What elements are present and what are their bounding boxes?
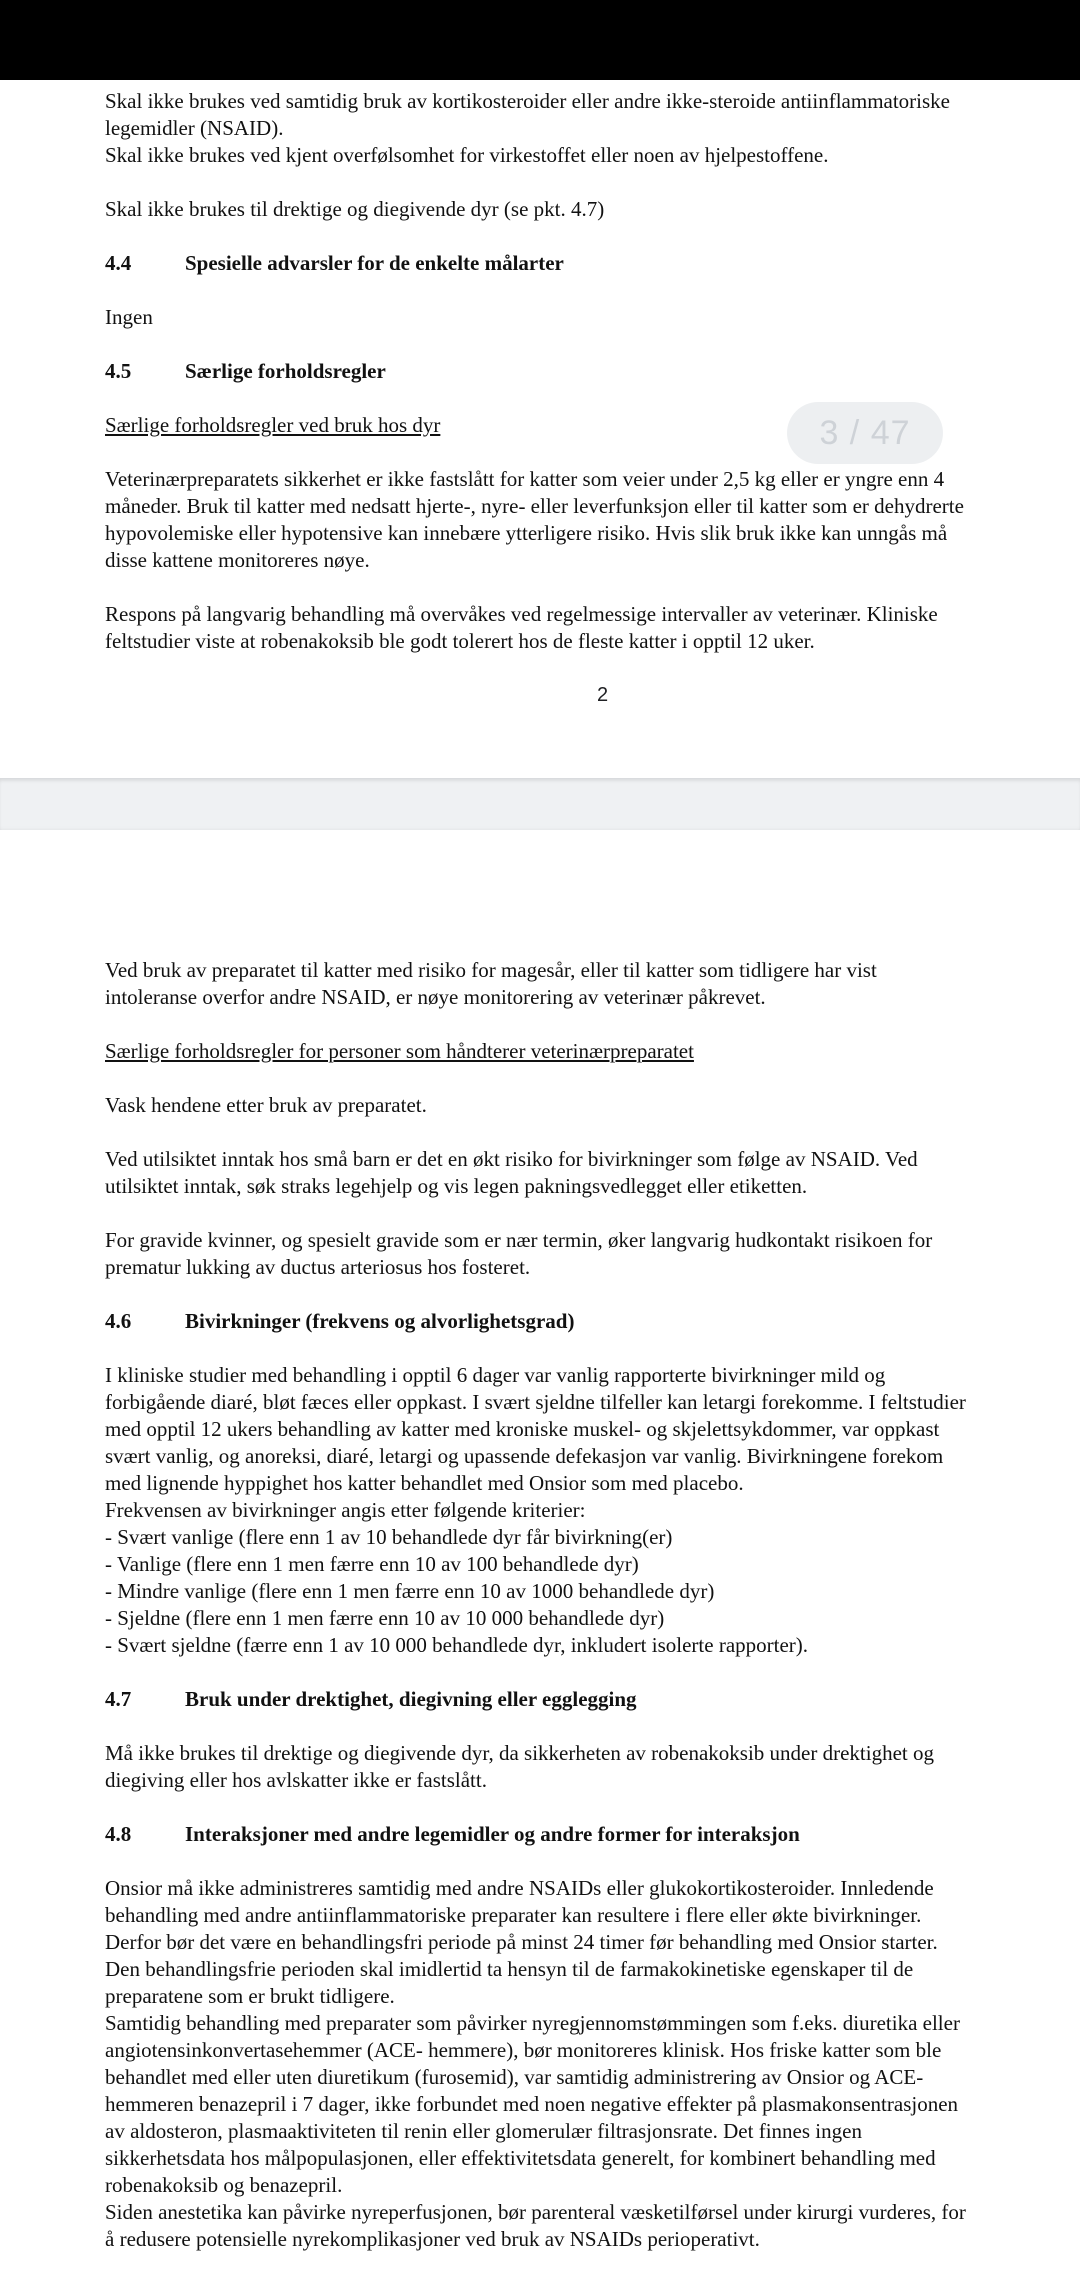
page-number-footer: 2 xyxy=(596,684,609,706)
text-line: hypovolemiske eller hypotensive kan innebære ytterligere risiko. Hvis slik bruk ikke kan unngås må xyxy=(105,521,948,545)
text-line: behandlet med eller uten diuretikum (furosemid), var samtidig administrering av Onsior og ACE- xyxy=(105,2065,924,2089)
text-line: legemidler (NSAID). xyxy=(105,116,284,140)
text-line: diegiving eller hos avlskatter ikke er fastslått. xyxy=(105,1768,487,1792)
section-title: Spesielle advarsler for de enkelte målarter xyxy=(185,251,564,275)
text-line: med opptil 12 ukers behandling av katter med kroniske muskel- og skjelettsykdommer, var oppkast xyxy=(105,1417,940,1441)
text-line: Ved utilsiktet inntak hos små barn er det en økt risiko for bivirkninger som følge av NSAID. Ved xyxy=(105,1147,918,1171)
text-line: Onsior må ikke administreres samtidig med andre NSAIDs eller glukokortikosteroider. Innledende xyxy=(105,1876,934,1900)
section-title: Interaksjoner med andre legemidler og andre former for interaksjon xyxy=(185,1822,800,1846)
paragraph xyxy=(105,1740,1080,1794)
text-line: For gravide kvinner, og spesielt gravide som er nær termin, øker langvarig hudkontakt risikoen for xyxy=(105,1228,933,1252)
text-line: måneder. Bruk til katter med nedsatt hjerte-, nyre- eller leverfunksjon eller til katter som er dehydrerte xyxy=(105,494,964,518)
section-number: 4.5 xyxy=(105,359,132,383)
text-line: hemmeren benazepril i 7 dager, ikke forbundet med noen negative effekter på plasmakonsentrasjonen xyxy=(105,2092,959,2116)
section-number: 4.8 xyxy=(105,1822,132,1846)
text-line: robenakoksib og benazepril. xyxy=(105,2173,343,2197)
text-line: å redusere potensielle nyrekomplikasjoner ved bruk av NSAIDs perioperativt. xyxy=(105,2227,760,2251)
section-heading xyxy=(105,1821,1080,1848)
pdf-page-2 xyxy=(0,830,1080,2251)
text-line: behandling med andre antiinflammatoriske preparater kan resultere i flere eller økte bivirkninger. xyxy=(105,1903,922,1927)
text-line: Særlige forholdsregler ved bruk hos dyr xyxy=(105,413,441,437)
text-line: forbigående diaré, bløt fæces eller oppkast. I svært sjeldne tilfeller kan letargi forekomme. I feltstudier xyxy=(105,1390,966,1414)
text-line: feltstudier viste at robenakoksib ble godt tolerert hos de fleste katter i opptil 12 uker. xyxy=(105,629,815,653)
text-line: Derfor bør det være en behandlingsfri periode på minst 24 timer før behandling med Onsior starter. xyxy=(105,1930,938,1954)
text-line: Respons på langvarig behandling må overvåkes ved regelmessige intervaller av veterinær. Kliniske xyxy=(105,602,938,626)
text-line: - Mindre vanlige (flere enn 1 men færre enn 10 av 1000 behandlede dyr) xyxy=(105,1579,715,1603)
text-line: Ingen xyxy=(105,305,153,329)
paragraph xyxy=(105,88,1080,169)
text-line: Siden anestetika kan påvirke nyreperfusjonen, bør parenteral væsketilførsel under kirurgi vurderes, for xyxy=(105,2200,966,2224)
paragraph xyxy=(105,957,1080,1011)
text-line: Vask hendene etter bruk av preparatet. xyxy=(105,1093,427,1117)
text-line: Den behandlingsfrie perioden skal imidlertid ta hensyn til de farmakokinetiske egenskaper til de xyxy=(105,1957,914,1981)
paragraph xyxy=(105,304,1080,331)
section-number: 4.4 xyxy=(105,251,132,275)
paragraph xyxy=(105,1092,1080,1119)
text-line: Frekvensen av bivirkninger angis etter følgende kriterier: xyxy=(105,1498,586,1522)
section-heading xyxy=(105,358,1080,385)
text-line: svært vanlig, og anoreksi, diaré, letargi og upassende defekasjon var vanlig. Bivirkningene forekom xyxy=(105,1444,944,1468)
text-line: Må ikke brukes til drektige og diegivende dyr, da sikkerheten av robenakoksib under drektighet og xyxy=(105,1741,935,1765)
text-line: - Svært vanlige (flere enn 1 av 10 behandlede dyr får bivirkning(er) xyxy=(105,1525,673,1549)
text-line: Veterinærpreparatets sikkerhet er ikke fastslått for katter som veier under 2,5 kg eller er yngre enn 4 xyxy=(105,467,945,491)
section-heading xyxy=(105,1686,1080,1713)
page-gap xyxy=(0,778,1080,832)
section-title: Bivirkninger (frekvens og alvorlighetsgrad) xyxy=(185,1309,575,1333)
text-line: Ved bruk av preparatet til katter med risiko for magesår, eller til katter som tidligere har vist xyxy=(105,958,877,982)
text-line: Skal ikke brukes ved kjent overfølsomhet for virkestoffet eller noen av hjelpestoffene. xyxy=(105,143,829,167)
text-line: Samtidig behandling med preparater som påvirker nyregjennomstømmingen som f.eks. diuretika eller xyxy=(105,2011,960,2035)
text-line: - Svært sjeldne (færre enn 1 av 10 000 behandlede dyr, inkludert isolerte rapporter). xyxy=(105,1633,809,1657)
text-line: utilsiktet inntak, søk straks legehjelp og vis legen pakningsvedlegget eller etiketten. xyxy=(105,1174,808,1198)
paragraph xyxy=(105,1875,1080,2253)
paragraph xyxy=(105,1146,1080,1200)
text-line: disse kattene monitoreres nøye. xyxy=(105,548,370,572)
text-line: I kliniske studier med behandling i opptil 6 dager var vanlig rapporterte bivirkninger mild og xyxy=(105,1363,886,1387)
text-line: Særlige forholdsregler for personer som håndterer veterinærpreparatet xyxy=(105,1039,694,1063)
page-indicator-toast: 3 / 47 xyxy=(787,402,943,464)
subsection-heading xyxy=(105,1038,1080,1065)
paragraph xyxy=(105,196,1080,223)
text-line: Skal ikke brukes til drektige og diegivende dyr (se pkt. 4.7) xyxy=(105,197,605,221)
text-line: angiotensinkonvertasehemmer (ACE- hemmere), bør monitoreres klinisk. Hos friske katter som ble xyxy=(105,2038,942,2062)
pdf-page-2-content xyxy=(105,830,1080,2280)
section-heading xyxy=(105,1308,1080,1335)
text-line: intoleranse overfor andre NSAID, er nøye monitorering av veterinær påkrevet. xyxy=(105,985,766,1009)
section-title: Bruk under drektighet, diegivning eller egglegging xyxy=(185,1687,637,1711)
text-line: av aldosteron, plasmaaktiviteten til renin eller glomerulær filtrasjonsrate. Det finnes ingen xyxy=(105,2119,862,2143)
paragraph xyxy=(105,601,1080,655)
text-line: prematur lukking av ductus arteriosus hos fosteret. xyxy=(105,1255,531,1279)
text-line: med lignende hyppighet hos katter behandlet med Onsior som med placebo. xyxy=(105,1471,744,1495)
text-line: Skal ikke brukes ved samtidig bruk av kortikosteroider eller andre ikke-steroide antiinflammatoriske xyxy=(105,89,951,113)
section-number: 4.7 xyxy=(105,1687,132,1711)
pdf-page-1-content xyxy=(105,80,1080,709)
paragraph xyxy=(105,466,1080,574)
section-heading xyxy=(105,250,1080,277)
text-line: sikkerhetsdata hos målpopulasjonen, eller effektivitetsdata generelt, for kombinert behandling med xyxy=(105,2146,936,2170)
text-line: preparatene som er brukt tidligere. xyxy=(105,1984,395,2008)
paragraph xyxy=(105,1362,1080,1659)
section-number: 4.6 xyxy=(105,1309,132,1333)
text-line: - Vanlige (flere enn 1 men færre enn 10 av 100 behandlede dyr) xyxy=(105,1552,639,1576)
section-title: Særlige forholdsregler xyxy=(185,359,386,383)
paragraph xyxy=(105,1227,1080,1281)
text-line: - Sjeldne (flere enn 1 men færre enn 10 av 10 000 behandlede dyr) xyxy=(105,1606,665,1630)
top-black-bar xyxy=(0,0,1080,80)
